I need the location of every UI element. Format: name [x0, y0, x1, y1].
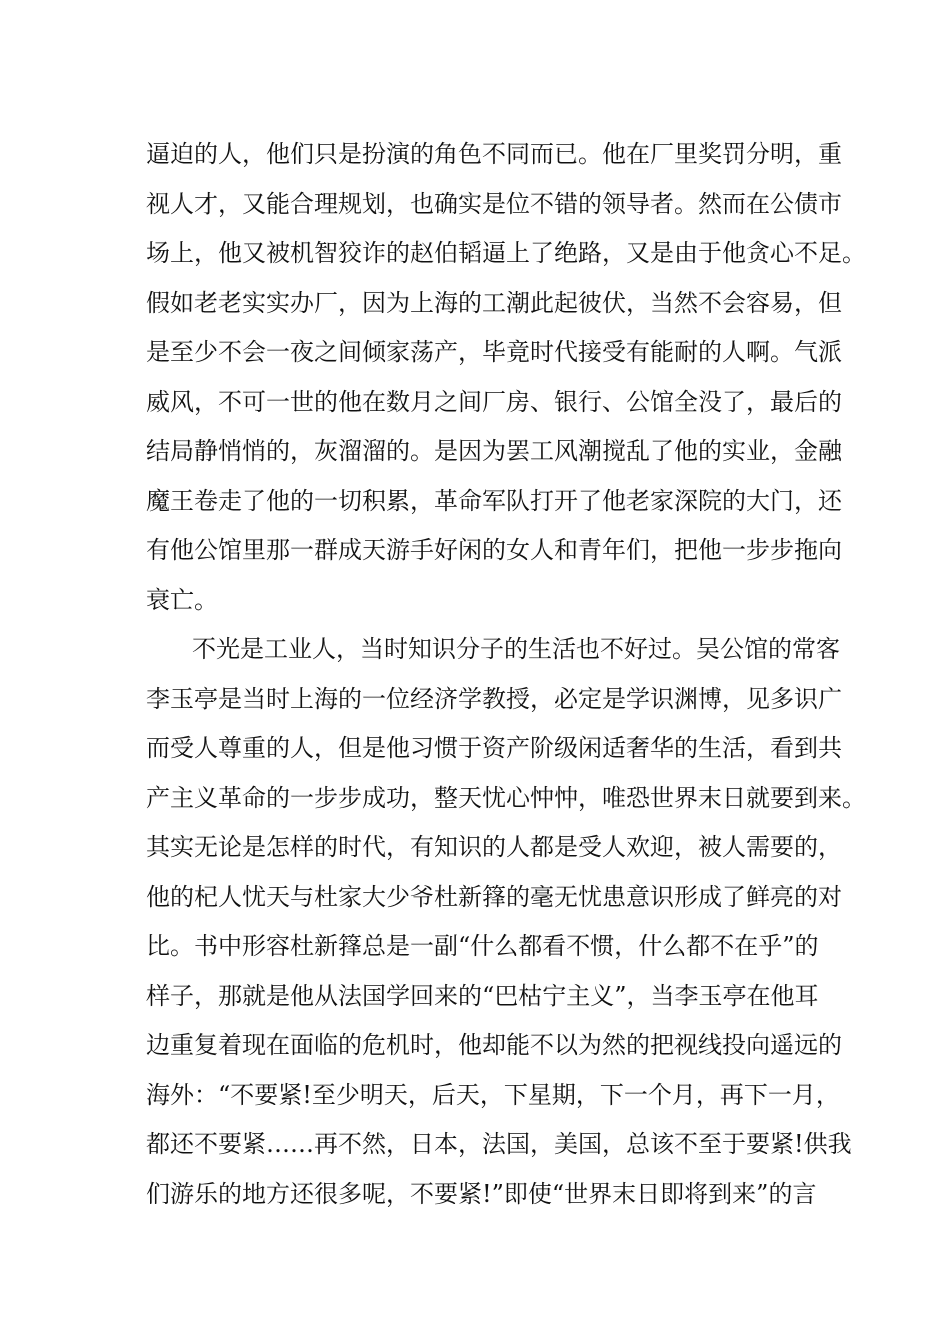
text-line: 边重复着现在面临的危机时，他却能不以为然的把视线投向遥远的	[146, 1031, 842, 1059]
text-line: 是至少不会一夜之间倾家荡产，毕竟时代接受有能耐的人啊。气派	[146, 338, 842, 366]
paragraph-1	[146, 130, 866, 625]
text-line: 有他公馆里那一群成天游手好闲的女人和青年们，把他一步步拖向	[146, 536, 842, 564]
text-line: 都还不要紧……再不然，日本，法国，美国，总该不至于要紧!供我	[146, 1130, 852, 1158]
text-line: 海外：“不要紧!至少明天，后天，下星期，下一个月，再下一月，	[146, 1080, 840, 1109]
text-line: 李玉亭是当时上海的一位经济学教授，必定是学识渊博，见多识广	[146, 684, 842, 713]
text-line: 们游乐的地方还很多呢，不要紧!”即使“世界末日即将到来”的言	[146, 1179, 817, 1208]
text-line: 场上，他又被机智狡诈的赵伯韬逼上了绝路，又是由于他贪心不足。	[146, 239, 866, 267]
text-line: 比。书中形容杜新箨总是一副“什么都看不惯，什么都不在乎”的	[146, 932, 819, 960]
text-line: 威风，不可一世的他在数月之间厂房、银行、公馆全没了，最后的	[146, 387, 842, 416]
text-line: 其实无论是怎样的时代，有知识的人都是受人欢迎，被人需要的，	[146, 833, 842, 861]
text-line: 假如老老实实办厂，因为上海的工潮此起彼伏，当然不会容易，但	[146, 288, 842, 317]
text-line: 魔王卷走了他的一切积累，革命军队打开了他老家深院的大门，还	[146, 486, 842, 515]
text-line: 结局静悄悄的，灰溜溜的。是因为罢工风潮搅乱了他的实业，金融	[146, 437, 842, 465]
text-line: 衰亡。	[146, 585, 218, 614]
text-line: 而受人尊重的人，但是他习惯于资产阶级闲适奢华的生活，看到共	[146, 734, 842, 762]
text-line: 样子，那就是他从法国学回来的“巴枯宁主义”，当李玉亭在他耳	[146, 981, 819, 1010]
text-line: 逼迫的人，他们只是扮演的角色不同而已。他在厂里奖罚分明，重	[146, 140, 842, 168]
text-line: 他的杞人忧天与杜家大少爷杜新箨的毫无忧患意识形成了鲜亮的对	[146, 882, 842, 911]
text-line: 不光是工业人，当时知识分子的生活也不好过。吴公馆的常客	[192, 635, 840, 663]
text-line: 产主义革命的一步步成功，整天忧心忡忡，唯恐世界末日就要到来。	[146, 783, 866, 812]
paragraph-2	[146, 625, 866, 1219]
body-text	[146, 130, 866, 1219]
text-line: 视人才，又能合理规划，也确实是位不错的领导者。然而在公债市	[146, 189, 842, 218]
